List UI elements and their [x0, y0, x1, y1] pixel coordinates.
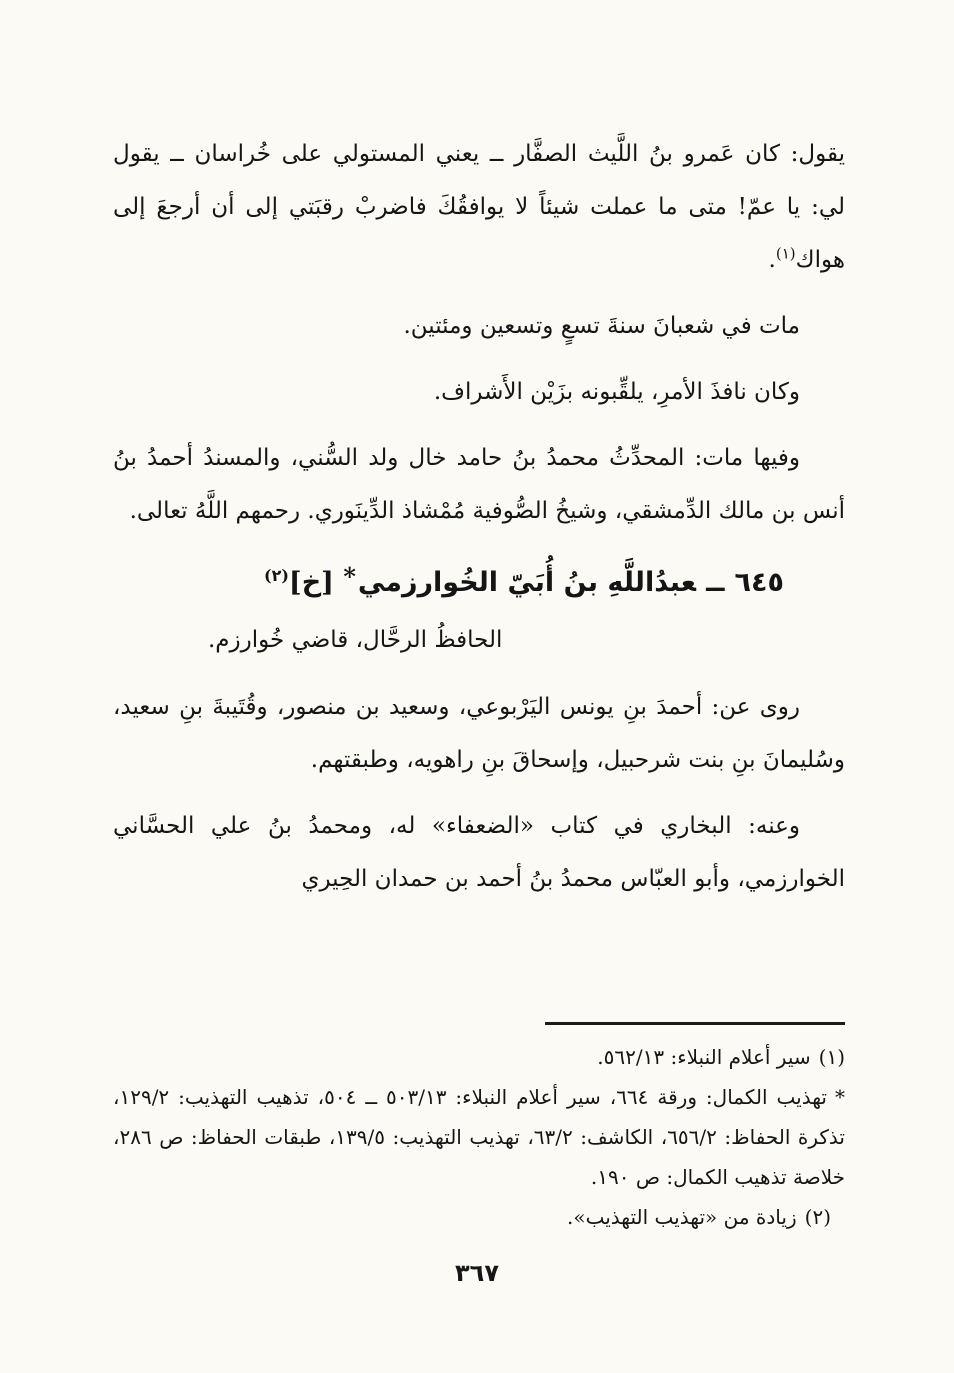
paragraph-amr-quote	[113, 128, 845, 287]
paragraph-narrated-from: روى عن: أحمدَ بنِ يونس اليَرْبوعي، وسعيد بن منصور، وقُتَيبةَ بنِ سعيد، وسُليمانَ بنِ بنت شرحبيل، وإسحاقَ بنِ راهويه، وطبقتهم.	[113, 694, 845, 773]
paragraph-amr-quote-text: يقول: كان عَمرو بنُ اللَّيث الصفَّار ــ يعني المستولي على خُراسان ــ يقول لي: يا عمّ! متى ما عملت شيئاً لا يوافقُكَ فاضربْ رقبَتي إلى أن أرجعَ إلى هواك	[113, 141, 845, 273]
footnote-1-text: سير أعلام النبلاء: ٥٦٢/١٣.	[597, 1045, 811, 1069]
footnote-separator-rule	[545, 1022, 845, 1025]
entry-name: عبدُاللَّهِ بنُ أُبَيّ الخُوارزمي	[357, 567, 697, 598]
footnote-star-text: تهذيب الكمال: ورقة ٦٦٤، سير أعلام النبلاء: ٥٠٣/١٣ ــ ٥٠٤، تذهيب التهذيب: ١٢٩/٢، تذكرة الحفاظ: ٦٥٦/٢، الكاشف: ٦٣/٢، تهذيب التهذيب: ١٣٩/٥، طبقات الحفاظ: ص ٢٨٦، خلاصة تذهيب الكمال: ص ١٩٠.	[113, 1085, 845, 1189]
footnotes-section	[113, 1022, 845, 1237]
footnote-2-text: زيادة من «تهذيب التهذيب».	[566, 1205, 797, 1229]
entry-star-marker: *	[343, 562, 356, 591]
paragraph-obituaries: وفيها مات: المحدِّثُ محمدُ بنُ حامد خال ولد السُّني، والمسندُ أحمدُ بنُ أنس بن مالك الدِّمشقي، وشيخُ الصُّوفية مُمْشاذ الدِّينَوري. رحمهم اللَّهُ تعالى.	[113, 445, 845, 524]
footnote-ref-2: (٢)	[264, 566, 289, 585]
entry-subtitle: الحافظُ الرحَّال، قاضي خُوارزم.	[208, 627, 503, 653]
paragraph-amr-quote-period: .	[768, 247, 776, 273]
entry-bukhari-siglum: [خ]	[288, 567, 334, 598]
page-number: ٣٦٧	[455, 1258, 499, 1287]
footnote-2	[113, 1197, 845, 1237]
footnote-2-marker: (٢)	[804, 1205, 831, 1229]
paragraph-death-date: مات في شعبانَ سنةَ تسعٍ وتسعين ومئتين.	[403, 313, 800, 339]
entry-dash: ــ	[706, 567, 725, 598]
paragraph-narrated-by: وعنه: البخاري في كتاب «الضعفاء» له، ومحمدُ بنُ علي الحسَّاني الخوارزمي، وأبو العبّاس محمدُ بنُ أحمد بن حمدان الحِيري	[113, 813, 845, 892]
footnote-star-marker: *	[835, 1085, 845, 1109]
footnote-ref-1: (١)	[775, 244, 796, 263]
paragraph-zayn-alashraf: وكان نافذَ الأمرِ، يلقِّبونه بزَيْن الأَشراف.	[433, 379, 800, 405]
footnote-1	[113, 1037, 845, 1077]
main-text	[113, 128, 845, 919]
footnote-star	[113, 1077, 845, 1197]
entry-number: ٦٤٥	[734, 567, 784, 598]
footnote-1-marker: (١)	[818, 1045, 845, 1069]
entry-heading	[113, 551, 845, 608]
